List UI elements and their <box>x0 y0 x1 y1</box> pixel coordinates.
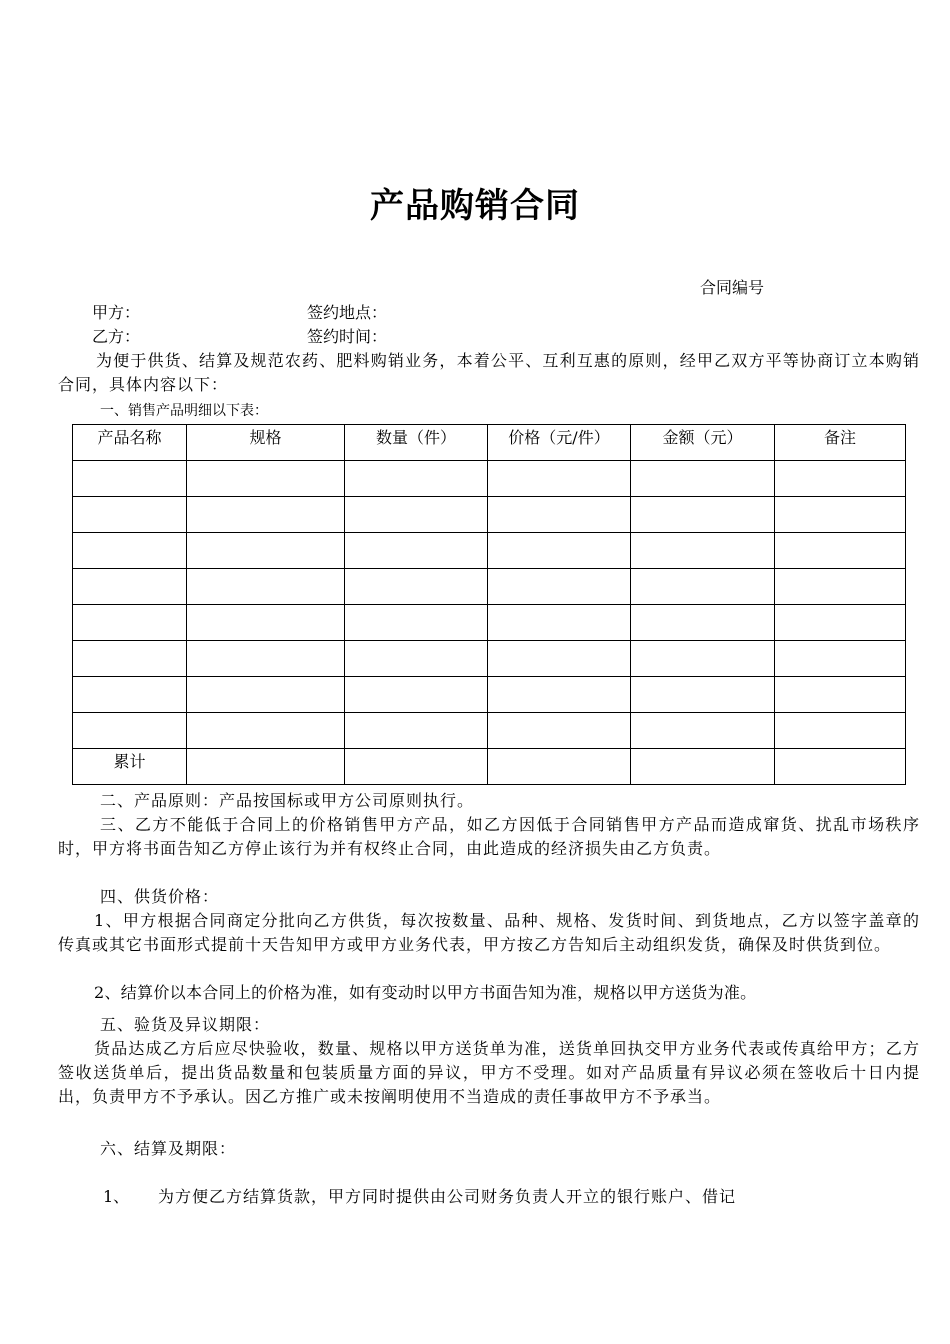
table-cell <box>775 677 906 713</box>
table-cell <box>488 569 631 605</box>
section-5-body: 货品达成乙方后应尽快验收，数量、规格以甲方送货单为准，送货单回执交甲方业务代表或传真给甲方；乙方签收送货单后，提出货品数量和包装质量方面的异议，甲方不受理。如对产品质量有异议必须在签收后十日内提出，负责甲方不予承认。因乙方推广或未按阐明使用不当造成的责任事故甲方不予承当。 <box>58 1039 920 1106</box>
table-cell <box>488 605 631 641</box>
table-cell <box>488 497 631 533</box>
table-cell <box>345 749 488 785</box>
table-cell <box>73 497 187 533</box>
section-3: 三、乙方不能低于合同上的价格销售甲方产品，如乙方因低于合同销售甲方产品而造成窜货、扰乱市场秩序时，甲方将书面告知乙方停止该行为并有权终止合同，由此造成的经济损失由乙方负责。 <box>58 815 920 858</box>
header-price: 价格（元/件） <box>488 425 631 461</box>
table-cell <box>631 713 775 749</box>
table-cell <box>775 533 906 569</box>
header-quantity: 数量（件） <box>345 425 488 461</box>
table-row <box>73 497 906 533</box>
header-product-name: 产品名称 <box>73 425 187 461</box>
header-amount: 金额（元） <box>631 425 775 461</box>
table-cell <box>187 641 345 677</box>
table-row <box>73 569 906 605</box>
table-cell <box>73 533 187 569</box>
table-cell <box>631 605 775 641</box>
table-cell <box>187 533 345 569</box>
table-cell <box>775 569 906 605</box>
header-spec: 规格 <box>187 425 345 461</box>
section-6-heading: 六、结算及期限： <box>100 1139 237 1158</box>
section-4-item-2: 2、结算价以本合同上的价格为准，如有变动时以甲方书面告知为准，规格以甲方送货为准。 <box>94 983 757 1002</box>
table-row <box>73 713 906 749</box>
product-table <box>72 424 906 785</box>
table-cell <box>345 713 488 749</box>
table-cell <box>345 605 488 641</box>
table-cell <box>345 533 488 569</box>
table-cell <box>775 641 906 677</box>
party-b-label: 乙方： <box>92 327 141 346</box>
table-cell <box>345 677 488 713</box>
sign-place-label: 签约地点： <box>307 303 388 322</box>
table-cell <box>631 461 775 497</box>
table-cell <box>345 569 488 605</box>
section-5-heading: 五、验货及异议期限： <box>100 1015 271 1034</box>
table-cell <box>73 677 187 713</box>
table-cell <box>187 677 345 713</box>
section-4-item-1: 1、甲方根据合同商定分批向乙方供货，每次按数量、品种、规格、发货时间、到货地点，乙方以签字盖章的传真或其它书面形式提前十天告知甲方或甲方业务代表，甲方按乙方告知后主动组织发货，确保及时供货到位。 <box>58 911 920 954</box>
section-1-heading: 一、销售产品明细以下表： <box>100 403 268 419</box>
table-cell <box>73 461 187 497</box>
table-cell <box>345 461 488 497</box>
table-cell <box>73 713 187 749</box>
section-4-heading: 四、供货价格： <box>100 887 220 906</box>
section-6-item-1-number: 1、 <box>103 1187 130 1206</box>
table-cell <box>73 569 187 605</box>
table-row <box>73 605 906 641</box>
section-6-item-1: 为方便乙方结算货款，甲方同时提供由公司财务负责人开立的银行账户、借记 <box>158 1187 737 1206</box>
table-row <box>73 461 906 497</box>
table-cell <box>488 533 631 569</box>
sign-time-label: 签约时间： <box>307 327 388 346</box>
table-cell <box>631 641 775 677</box>
table-cell <box>775 605 906 641</box>
header-remark: 备注 <box>775 425 906 461</box>
table-cell <box>631 497 775 533</box>
table-cell <box>488 677 631 713</box>
section-2: 二、产品原则：产品按国标或甲方公司原则执行。 <box>100 791 475 810</box>
total-label: 累计 <box>73 749 187 785</box>
table-cell <box>631 677 775 713</box>
table-cell <box>488 749 631 785</box>
contract-number-label: 合同编号 <box>700 278 765 297</box>
table-cell <box>631 749 775 785</box>
table-cell <box>345 497 488 533</box>
table-cell <box>187 605 345 641</box>
party-a-label: 甲方： <box>92 303 141 322</box>
table-cell <box>73 605 187 641</box>
table-cell <box>488 713 631 749</box>
table-total-row <box>73 749 906 785</box>
table-cell <box>488 641 631 677</box>
table-cell <box>345 641 488 677</box>
table-cell <box>775 497 906 533</box>
table-cell <box>73 641 187 677</box>
table-row <box>73 533 906 569</box>
table-cell <box>775 713 906 749</box>
table-cell <box>488 461 631 497</box>
table-cell <box>631 533 775 569</box>
table-cell <box>775 749 906 785</box>
table-row <box>73 641 906 677</box>
table-cell <box>631 569 775 605</box>
intro-paragraph: 为便于供货、结算及规范农药、肥料购销业务，本着公平、互利互惠的原则，经甲乙双方平等协商订立本购销合同，具体内容以下： <box>58 351 920 394</box>
table-cell <box>187 569 345 605</box>
table-cell <box>775 461 906 497</box>
table-cell <box>187 461 345 497</box>
table-cell <box>187 749 345 785</box>
table-cell <box>187 497 345 533</box>
page-title: 产品购销合同 <box>370 186 580 226</box>
table-cell <box>187 713 345 749</box>
table-row <box>73 677 906 713</box>
table-header-row <box>73 425 906 461</box>
